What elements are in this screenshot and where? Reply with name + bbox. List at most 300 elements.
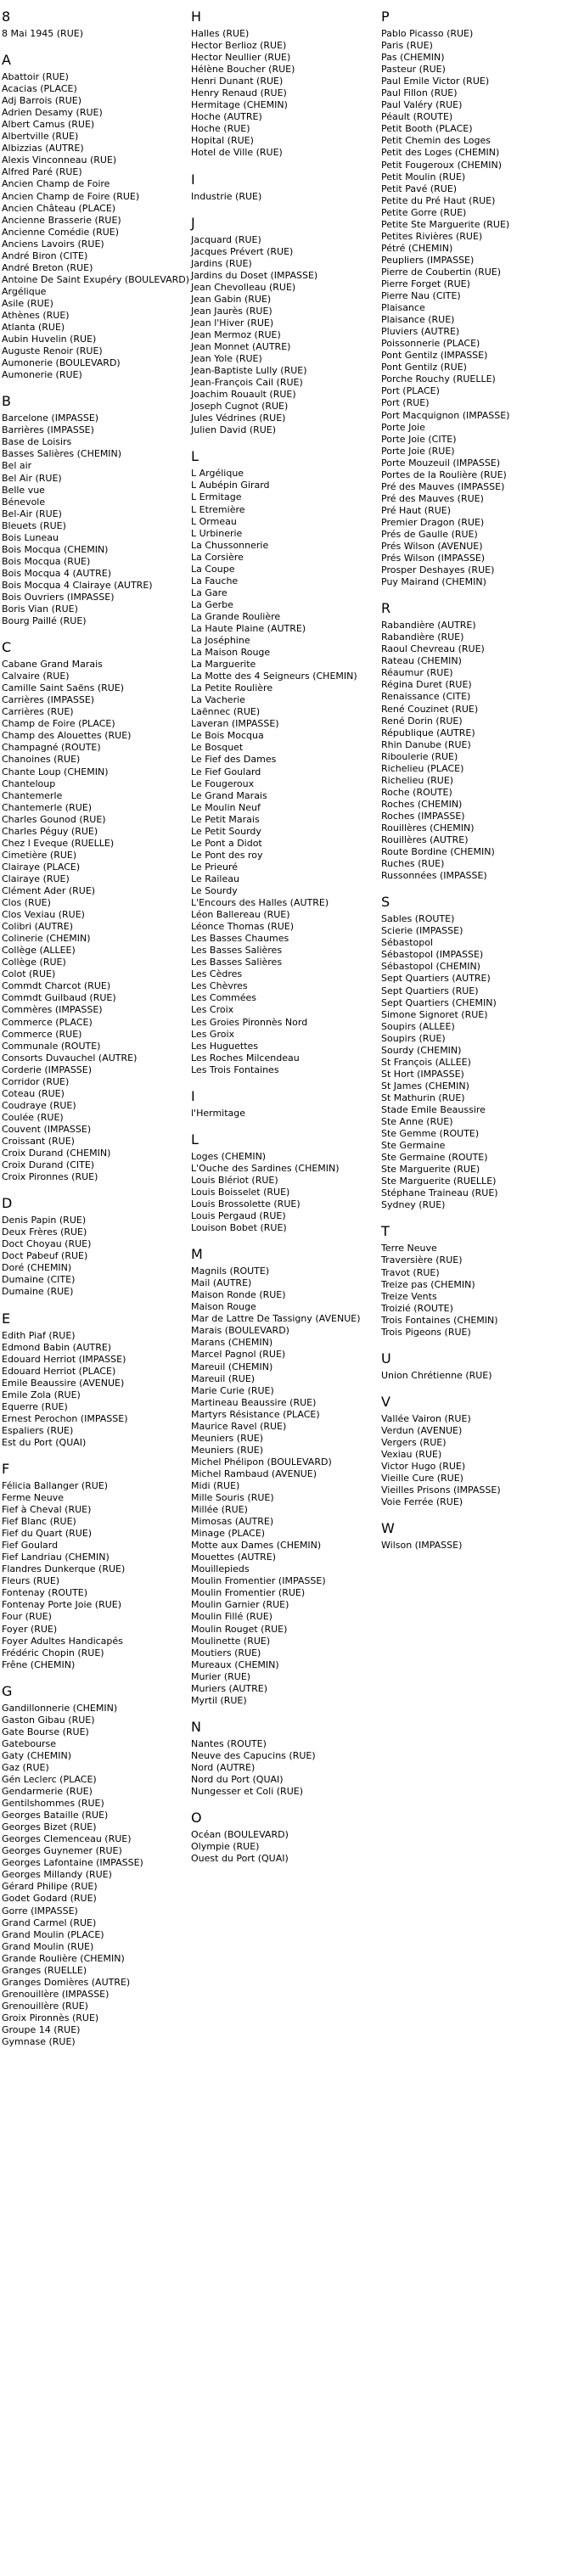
street-item: Clément Ader (RUE) bbox=[2, 885, 96, 896]
street-item: Les Chèvres bbox=[191, 980, 248, 992]
street-item: Mar de Lattre De Tassigny (AVENUE) bbox=[191, 1313, 361, 1325]
street-item: Albizzias (AUTRE) bbox=[2, 143, 84, 154]
street-item: Les Huguettes bbox=[191, 1040, 259, 1052]
street-list bbox=[381, 1370, 562, 1382]
street-item: Louis Blériot (RUE) bbox=[191, 1174, 278, 1186]
street-list bbox=[191, 1829, 372, 1865]
street-item: Hoche (AUTRE) bbox=[191, 111, 262, 123]
street-item: Albertville (RUE) bbox=[2, 131, 79, 143]
street-item: Joachim Rouault (RUE) bbox=[191, 389, 296, 401]
street-item: Régina Duret (RUE) bbox=[381, 679, 472, 691]
street-item: Les Croix bbox=[191, 1004, 234, 1016]
letter-section bbox=[2, 393, 183, 627]
street-item: Four (RUE) bbox=[2, 1611, 52, 1623]
letter-section bbox=[191, 171, 372, 203]
street-item: Flandres Dunkerque (RUE) bbox=[2, 1563, 126, 1575]
street-item: Meuniers (RUE) bbox=[191, 1432, 264, 1444]
street-item: Richelieu (PLACE) bbox=[381, 762, 464, 774]
street-item: Gorre (IMPASSE) bbox=[2, 1905, 78, 1917]
street-list bbox=[2, 1703, 183, 2048]
section-letter-heading: L bbox=[191, 448, 199, 465]
street-item: Georges Millandy (RUE) bbox=[2, 1869, 112, 1881]
street-item: L'Encours des Halles (AUTRE) bbox=[191, 897, 329, 909]
street-list bbox=[381, 620, 562, 882]
street-item: La Haute Plaine (AUTRE) bbox=[191, 622, 306, 634]
street-list bbox=[2, 412, 183, 627]
street-item: Gentilshommes (RUE) bbox=[2, 1798, 104, 1810]
street-item: Emile Beaussire (AVENUE) bbox=[2, 1377, 125, 1389]
street-item: Péault (ROUTE) bbox=[381, 111, 453, 123]
street-item: Sables (ROUTE) bbox=[381, 913, 455, 925]
street-item: Puy Mairand (CHEMIN) bbox=[381, 576, 486, 588]
section-letter-heading: D bbox=[2, 1195, 13, 1212]
street-item: Terre Neuve bbox=[381, 1243, 437, 1254]
street-item: Vergers (RUE) bbox=[381, 1436, 447, 1448]
street-item: La Vacherie bbox=[191, 694, 245, 706]
street-item: La Grande Roulière bbox=[191, 610, 281, 622]
street-item: Rabandière (RUE) bbox=[381, 631, 464, 643]
street-item: Chez l Eveque (RUELLE) bbox=[2, 837, 115, 849]
street-item: Frédéric Chopin (RUE) bbox=[2, 1647, 104, 1658]
street-item: Basses Salières (CHEMIN) bbox=[2, 448, 122, 460]
index-column-2 bbox=[189, 8, 372, 1865]
street-item: Commerce (RUE) bbox=[2, 1028, 82, 1040]
letter-section bbox=[381, 1223, 562, 1338]
street-item: Alfred Paré (RUE) bbox=[2, 166, 82, 178]
street-item: Louis Boisselet (RUE) bbox=[191, 1186, 290, 1198]
letter-section bbox=[2, 8, 183, 40]
street-item: Porche Rouchy (RUELLE) bbox=[381, 373, 496, 385]
street-item: Denis Papin (RUE) bbox=[2, 1215, 87, 1226]
street-item: Les Basses Chaumes bbox=[191, 933, 289, 945]
street-item: Roche (ROUTE) bbox=[381, 786, 452, 798]
street-item: Sébastopol (IMPASSE) bbox=[381, 949, 484, 961]
street-item: Premier Dragon (RUE) bbox=[381, 516, 485, 528]
street-item: Sydney (RUE) bbox=[381, 1199, 446, 1211]
street-item: Les Cèdres bbox=[191, 968, 243, 980]
street-item: Camille Saint Saëns (RUE) bbox=[2, 682, 125, 694]
street-item: L Argélique bbox=[191, 468, 244, 480]
section-letter-heading: I bbox=[191, 1087, 195, 1104]
street-item: Le Moulin Neuf bbox=[191, 801, 261, 813]
street-list bbox=[191, 1108, 372, 1120]
street-item: Fief Landriau (CHEMIN) bbox=[2, 1552, 110, 1563]
street-item: Croix Durand (CHEMIN) bbox=[2, 1148, 111, 1159]
street-item: Jean Gabin (RUE) bbox=[191, 293, 272, 305]
street-item: Carrières (RUE) bbox=[2, 706, 74, 718]
street-item: Gaz (RUE) bbox=[2, 1761, 49, 1773]
street-item: La Joséphine bbox=[191, 635, 250, 647]
street-item: Porte Joie bbox=[381, 421, 425, 433]
street-item: Georges Bizet (RUE) bbox=[2, 1821, 97, 1833]
street-item: Sept Quartiers (CHEMIN) bbox=[381, 996, 497, 1008]
street-list bbox=[381, 1243, 562, 1338]
street-item: Marans (CHEMIN) bbox=[191, 1337, 273, 1349]
street-item: Jean-Baptiste Lully (RUE) bbox=[191, 365, 307, 377]
street-item: Vieilles Prisons (IMPASSE) bbox=[381, 1484, 501, 1496]
street-item: Le Grand Marais bbox=[191, 789, 267, 801]
street-item: Gén Leclerc (PLACE) bbox=[2, 1774, 97, 1785]
street-item: Gendarmerie (RUE) bbox=[2, 1786, 93, 1798]
street-item: Prosper Deshayes (RUE) bbox=[381, 564, 495, 576]
street-item: Fontenay (ROUTE) bbox=[2, 1587, 88, 1599]
street-item: Jardins (RUE) bbox=[191, 257, 252, 269]
street-item: Espaliers (RUE) bbox=[2, 1424, 74, 1436]
street-item: Colot (RUE) bbox=[2, 968, 56, 980]
street-list bbox=[381, 913, 562, 1211]
street-item: Petit des Loges (CHEMIN) bbox=[381, 147, 500, 159]
street-item: Peupliers (IMPASSE) bbox=[381, 254, 475, 266]
street-item: Bois Mocqua (RUE) bbox=[2, 555, 91, 567]
street-item: Chanoines (RUE) bbox=[2, 754, 81, 766]
street-item: Vieille Cure (RUE) bbox=[381, 1473, 463, 1484]
street-item: Mouettes (AUTRE) bbox=[191, 1552, 277, 1563]
letter-section bbox=[191, 1246, 372, 1707]
section-letter-heading: O bbox=[191, 1810, 202, 1827]
street-item: Jacques Prévert (RUE) bbox=[191, 245, 294, 257]
street-item: Ste Germaine bbox=[381, 1140, 446, 1152]
street-item: Grand Carmel (RUE) bbox=[2, 1917, 97, 1928]
street-item: Pont Gentilz (IMPASSE) bbox=[381, 350, 488, 362]
street-item: Bel-Air (RUE) bbox=[2, 508, 62, 519]
street-item: Renaissance (CITE) bbox=[381, 691, 471, 703]
street-item: Deux Frères (RUE) bbox=[2, 1226, 87, 1238]
street-item: Mareuil (RUE) bbox=[191, 1372, 256, 1384]
street-item: Le Pont des roy bbox=[191, 849, 263, 861]
street-item: Petites Rivières (RUE) bbox=[381, 230, 483, 242]
street-item: Marcel Pagnol (RUE) bbox=[191, 1349, 286, 1361]
street-list bbox=[2, 659, 183, 1183]
street-list bbox=[381, 28, 562, 588]
street-item: Clos (RUE) bbox=[2, 897, 51, 909]
street-item: Hector Neullier (RUE) bbox=[191, 52, 291, 64]
street-item: Atlanta (RUE) bbox=[2, 322, 65, 334]
street-item: L Aubépin Girard bbox=[191, 480, 270, 491]
street-item: Jean Yole (RUE) bbox=[191, 353, 262, 365]
street-item: Abattoir (RUE) bbox=[2, 71, 69, 83]
street-item: Bleuets (RUE) bbox=[2, 519, 66, 531]
street-item: Bel Air (RUE) bbox=[2, 472, 62, 484]
letter-section bbox=[191, 215, 372, 437]
street-item: Gandillonnerie (CHEMIN) bbox=[2, 1702, 118, 1714]
street-item: Midi (RUE) bbox=[191, 1479, 240, 1491]
street-item: Victor Hugo (RUE) bbox=[381, 1461, 466, 1473]
street-list bbox=[381, 1413, 562, 1508]
street-item: Pierre Forget (RUE) bbox=[381, 278, 470, 289]
street-item: Russonnées (IMPASSE) bbox=[381, 870, 487, 882]
street-item: Roches (IMPASSE) bbox=[381, 810, 465, 822]
section-letter-heading: C bbox=[2, 639, 12, 656]
section-letter-heading: P bbox=[381, 8, 390, 25]
street-item: St Mathurin (RUE) bbox=[381, 1092, 465, 1103]
street-item: Myrtil (RUE) bbox=[191, 1694, 247, 1706]
street-item: L Ermitage bbox=[191, 491, 242, 503]
street-item: Doré (CHEMIN) bbox=[2, 1262, 72, 1274]
letter-section bbox=[2, 1683, 183, 2048]
street-item: Moulin Rouget (RUE) bbox=[191, 1623, 288, 1635]
street-item: La Gerbe bbox=[191, 598, 233, 610]
street-item: Chanteloup bbox=[2, 777, 56, 789]
street-item: Joseph Cugnot (RUE) bbox=[191, 401, 289, 412]
section-letter-heading: V bbox=[381, 1393, 390, 1410]
street-item: Le Fougeroux bbox=[191, 777, 255, 789]
street-item: Olympie (RUE) bbox=[191, 1841, 260, 1853]
street-item: Corderie (IMPASSE) bbox=[2, 1064, 93, 1075]
street-item: Mimosas (AUTRE) bbox=[191, 1516, 274, 1528]
street-item: Plaisance bbox=[381, 302, 425, 314]
street-item: Ste Germaine (ROUTE) bbox=[381, 1152, 488, 1164]
street-item: Henri Dunant (RUE) bbox=[191, 76, 284, 87]
street-item: Jean Chevolleau (RUE) bbox=[191, 281, 296, 293]
street-item: Nantes (ROUTE) bbox=[191, 1737, 267, 1749]
street-item: Dumaine (CITE) bbox=[2, 1274, 76, 1286]
street-item: Wilson (IMPASSE) bbox=[381, 1540, 463, 1552]
street-item: Champagné (ROUTE) bbox=[2, 742, 101, 754]
street-item: Gatebourse bbox=[2, 1737, 57, 1749]
street-item: Barrières (IMPASSE) bbox=[2, 424, 94, 436]
street-item: Jean Monnet (AUTRE) bbox=[191, 340, 291, 352]
street-item: Ancien Champ de Foire (RUE) bbox=[2, 190, 140, 202]
street-item: Commdt Guilbaud (RUE) bbox=[2, 992, 116, 1004]
street-item: Paul Fillon (RUE) bbox=[381, 87, 458, 99]
street-item: Edith Piaf (RUE) bbox=[2, 1329, 76, 1341]
street-item: La Chussonnerie bbox=[191, 539, 269, 551]
street-item: Antoine De Saint Exupéry (BOULEVARD) bbox=[2, 273, 190, 285]
street-item: La Gare bbox=[191, 586, 228, 598]
street-item: Verdun (AVENUE) bbox=[381, 1424, 463, 1436]
street-item: Grande Roulière (CHEMIN) bbox=[2, 1952, 125, 1964]
street-item: Louis Brossolette (RUE) bbox=[191, 1198, 301, 1209]
street-item: Trois Fontaines (CHEMIN) bbox=[381, 1314, 498, 1326]
street-item: Pas (CHEMIN) bbox=[381, 52, 445, 64]
street-item: Roches (CHEMIN) bbox=[381, 798, 463, 810]
street-item: Soupirs (ALLEE) bbox=[381, 1020, 455, 1032]
section-letter-heading: M bbox=[191, 1246, 203, 1263]
street-item: Le Sourdy bbox=[191, 885, 238, 896]
street-item: St François (ALLEE) bbox=[381, 1056, 471, 1068]
street-item: Clairaye (RUE) bbox=[2, 873, 70, 884]
street-item: Aumonerie (RUE) bbox=[2, 369, 82, 381]
street-item: Henry Renaud (RUE) bbox=[191, 87, 287, 99]
street-item: Jardins du Doset (IMPASSE) bbox=[191, 269, 318, 281]
street-item: Communale (ROUTE) bbox=[2, 1040, 101, 1052]
street-item: Cabane Grand Marais bbox=[2, 659, 103, 671]
street-item: Gérard Philipe (RUE) bbox=[2, 1881, 98, 1893]
street-item: Industrie (RUE) bbox=[191, 190, 262, 202]
street-list bbox=[381, 1540, 562, 1552]
street-item: Fontenay Porte Joie (RUE) bbox=[2, 1599, 122, 1611]
street-item: 8 Mai 1945 (RUE) bbox=[2, 28, 83, 39]
street-item: La Maison Rouge bbox=[191, 647, 271, 659]
street-item: Charles Péguy (RUE) bbox=[2, 825, 98, 837]
index-column-1 bbox=[0, 8, 190, 2048]
section-letter-heading: 8 bbox=[2, 8, 11, 25]
letter-section bbox=[2, 1195, 183, 1298]
street-item: Gaston Gibau (RUE) bbox=[2, 1714, 95, 1726]
street-item: Marais (BOULEVARD) bbox=[191, 1325, 289, 1337]
street-item: Travot (RUE) bbox=[381, 1266, 440, 1278]
street-item: Jean-François Cail (RUE) bbox=[191, 377, 303, 389]
letter-section bbox=[2, 639, 183, 1183]
section-letter-heading: N bbox=[191, 1718, 201, 1735]
street-item: Ste Gemme (ROUTE) bbox=[381, 1128, 480, 1140]
street-item: Croix Durand (CITE) bbox=[2, 1159, 95, 1171]
street-item: Soupirs (RUE) bbox=[381, 1032, 446, 1044]
street-item: Raoul Chevreau (RUE) bbox=[381, 643, 485, 655]
letter-section bbox=[381, 1394, 562, 1508]
street-item: Loges (CHEMIN) bbox=[191, 1150, 267, 1162]
street-item: Petite Gorre (RUE) bbox=[381, 206, 467, 218]
letter-section bbox=[191, 448, 372, 1075]
street-item: La Corsière bbox=[191, 551, 244, 563]
street-item: Prés Wilson (AVENUE) bbox=[381, 541, 483, 553]
street-item: Pasteur (RUE) bbox=[381, 64, 446, 76]
street-item: Cimetière (RUE) bbox=[2, 849, 77, 861]
street-item: Scierie (IMPASSE) bbox=[381, 925, 463, 937]
index-column-3 bbox=[379, 8, 562, 1552]
street-item: Gate Bourse (RUE) bbox=[2, 1726, 89, 1737]
street-item: Minage (PLACE) bbox=[191, 1528, 266, 1540]
section-letter-heading: W bbox=[381, 1520, 395, 1537]
street-item: Moulin Fillé (RUE) bbox=[191, 1611, 272, 1623]
street-item: St James (CHEMIN) bbox=[381, 1080, 469, 1092]
letter-section bbox=[2, 1310, 183, 1449]
street-item: Le Bois Mocqua bbox=[191, 730, 264, 742]
street-item: Mouillepieds bbox=[191, 1563, 250, 1575]
street-item: Groupe 14 (RUE) bbox=[2, 2023, 81, 2035]
street-item: Ancienne Comédie (RUE) bbox=[2, 226, 119, 238]
street-item: Auguste Renoir (RUE) bbox=[2, 345, 103, 357]
street-item: Mareuil (CHEMIN) bbox=[191, 1361, 273, 1372]
street-item: Océan (BOULEVARD) bbox=[191, 1829, 289, 1841]
street-item: Paul Valéry (RUE) bbox=[381, 99, 463, 111]
street-item: Petite Ste Marguerite (RUE) bbox=[381, 218, 510, 230]
street-item: Moulin Fromentier (RUE) bbox=[191, 1587, 306, 1599]
street-item: République (AUTRE) bbox=[381, 727, 475, 738]
street-item: Collège (RUE) bbox=[2, 957, 66, 968]
street-item: Aumonerie (BOULEVARD) bbox=[2, 357, 121, 369]
street-item: Portes de la Roulière (RUE) bbox=[381, 469, 507, 480]
street-item: La Coupe bbox=[191, 563, 235, 575]
street-item: Foyer Adultes Handicapés bbox=[2, 1635, 123, 1647]
street-item: Riboulerie (RUE) bbox=[381, 750, 458, 762]
street-item: Mail (AUTRE) bbox=[191, 1277, 252, 1289]
street-item: Martineau Beaussire (RUE) bbox=[191, 1396, 317, 1408]
street-item: Equerre (RUE) bbox=[2, 1400, 68, 1412]
street-item: Commdt Charcot (RUE) bbox=[2, 980, 111, 992]
street-item: Sébastopol bbox=[381, 937, 434, 949]
street-item: Albert Camus (RUE) bbox=[2, 119, 95, 131]
street-list bbox=[191, 1738, 372, 1798]
street-item: Petit Booth (PLACE) bbox=[381, 123, 473, 135]
street-item: Millée (RUE) bbox=[191, 1504, 248, 1516]
street-item: Petite du Pré Haut (RUE) bbox=[381, 194, 496, 206]
street-item: Rabandière (AUTRE) bbox=[381, 620, 476, 631]
street-item: André Biron (CITE) bbox=[2, 250, 88, 261]
street-item: Treize Vents bbox=[381, 1290, 437, 1302]
street-item: Georges Bataille (RUE) bbox=[2, 1810, 109, 1821]
letter-section bbox=[191, 8, 372, 160]
street-item: Petit Fougeroux (CHEMIN) bbox=[381, 159, 503, 171]
street-item: Ste Marguerite (RUELLE) bbox=[381, 1176, 497, 1187]
letter-section bbox=[381, 1520, 562, 1552]
street-item: Croix Pironnes (RUE) bbox=[2, 1171, 98, 1183]
street-item: Les Basses Salières bbox=[191, 945, 283, 957]
street-item: Georges Clemenceau (RUE) bbox=[2, 1833, 132, 1845]
street-item: Est du Port (QUAI) bbox=[2, 1436, 87, 1448]
street-item: Commères (IMPASSE) bbox=[2, 1004, 103, 1016]
street-item: Sept Quartiers (AUTRE) bbox=[381, 973, 491, 985]
street-item: Grenouillère (RUE) bbox=[2, 2000, 88, 2012]
street-item: Les Basses Salières bbox=[191, 957, 283, 968]
street-item: Le Petit Sourdy bbox=[191, 825, 261, 837]
street-item: Jacquard (RUE) bbox=[191, 233, 261, 245]
street-item: Jules Védrines (RUE) bbox=[191, 412, 286, 424]
street-item: Port (PLACE) bbox=[381, 385, 440, 397]
street-item: L Urbinerie bbox=[191, 527, 243, 539]
street-item: Pierre de Coubertin (RUE) bbox=[381, 266, 502, 278]
street-list bbox=[2, 71, 190, 381]
street-item: Louis Pergaud (RUE) bbox=[191, 1210, 286, 1222]
street-item: Ste Marguerite (RUE) bbox=[381, 1164, 480, 1176]
street-item: Pré des Mauves (RUE) bbox=[381, 492, 484, 504]
street-item: Dumaine (RUE) bbox=[2, 1286, 74, 1298]
street-item: Acacias (PLACE) bbox=[2, 83, 77, 95]
street-item: L Ormeau bbox=[191, 515, 237, 527]
street-item: Le Fief Goulard bbox=[191, 766, 261, 777]
street-item: Marie Curie (RUE) bbox=[191, 1384, 274, 1396]
street-item: Bois Mocqua 4 Clairaye (AUTRE) bbox=[2, 579, 153, 591]
street-item: Commerce (PLACE) bbox=[2, 1016, 93, 1028]
street-item: Fief Blanc (RUE) bbox=[2, 1516, 76, 1528]
street-item: Maison Ronde (RUE) bbox=[191, 1289, 286, 1301]
section-letter-heading: B bbox=[2, 393, 11, 410]
street-item: Les Trois Fontaines bbox=[191, 1064, 279, 1075]
street-item: Coudraye (RUE) bbox=[2, 1099, 76, 1111]
street-item: Adj Barrois (RUE) bbox=[2, 95, 82, 107]
street-item: André Breton (RUE) bbox=[2, 261, 93, 273]
column-content bbox=[0, 8, 190, 2048]
street-item: Les Roches Milcendeau bbox=[191, 1052, 300, 1064]
street-item: Le Pont a Didot bbox=[191, 837, 262, 849]
street-item: Collège (ALLEE) bbox=[2, 945, 76, 957]
street-item: Porte Mouzeuil (IMPASSE) bbox=[381, 457, 501, 469]
column-content bbox=[189, 8, 372, 1865]
street-item: Alexis Vinconneau (RUE) bbox=[2, 154, 117, 166]
street-item: Maurice Ravel (RUE) bbox=[191, 1420, 287, 1432]
street-item: Laënnec (RUE) bbox=[191, 706, 261, 718]
street-item: Simone Signoret (RUE) bbox=[381, 1008, 488, 1020]
street-list bbox=[191, 28, 372, 160]
street-item: Bourg Paillé (RUE) bbox=[2, 615, 87, 627]
street-item: Charles Gounod (RUE) bbox=[2, 813, 106, 825]
street-item: Route Bordine (CHEMIN) bbox=[381, 846, 495, 858]
section-letter-heading: J bbox=[191, 214, 195, 231]
street-item: Vallée Vairon (RUE) bbox=[381, 1412, 471, 1424]
street-item: Mureaux (CHEMIN) bbox=[191, 1658, 279, 1670]
street-list bbox=[2, 28, 183, 40]
street-item: Pétré (CHEMIN) bbox=[381, 242, 453, 254]
street-item: Bois Mocqua (CHEMIN) bbox=[2, 543, 109, 555]
street-list bbox=[2, 1330, 183, 1449]
street-item: Halles (RUE) bbox=[191, 28, 250, 39]
street-item: Sébastopol (CHEMIN) bbox=[381, 961, 480, 973]
street-item: Petit Pavé (RUE) bbox=[381, 182, 458, 194]
street-item: Le Raileau bbox=[191, 873, 239, 884]
street-item: Richelieu (RUE) bbox=[381, 774, 454, 786]
street-item: Fief à Cheval (RUE) bbox=[2, 1504, 92, 1516]
street-item: Calvaire (RUE) bbox=[2, 671, 70, 682]
